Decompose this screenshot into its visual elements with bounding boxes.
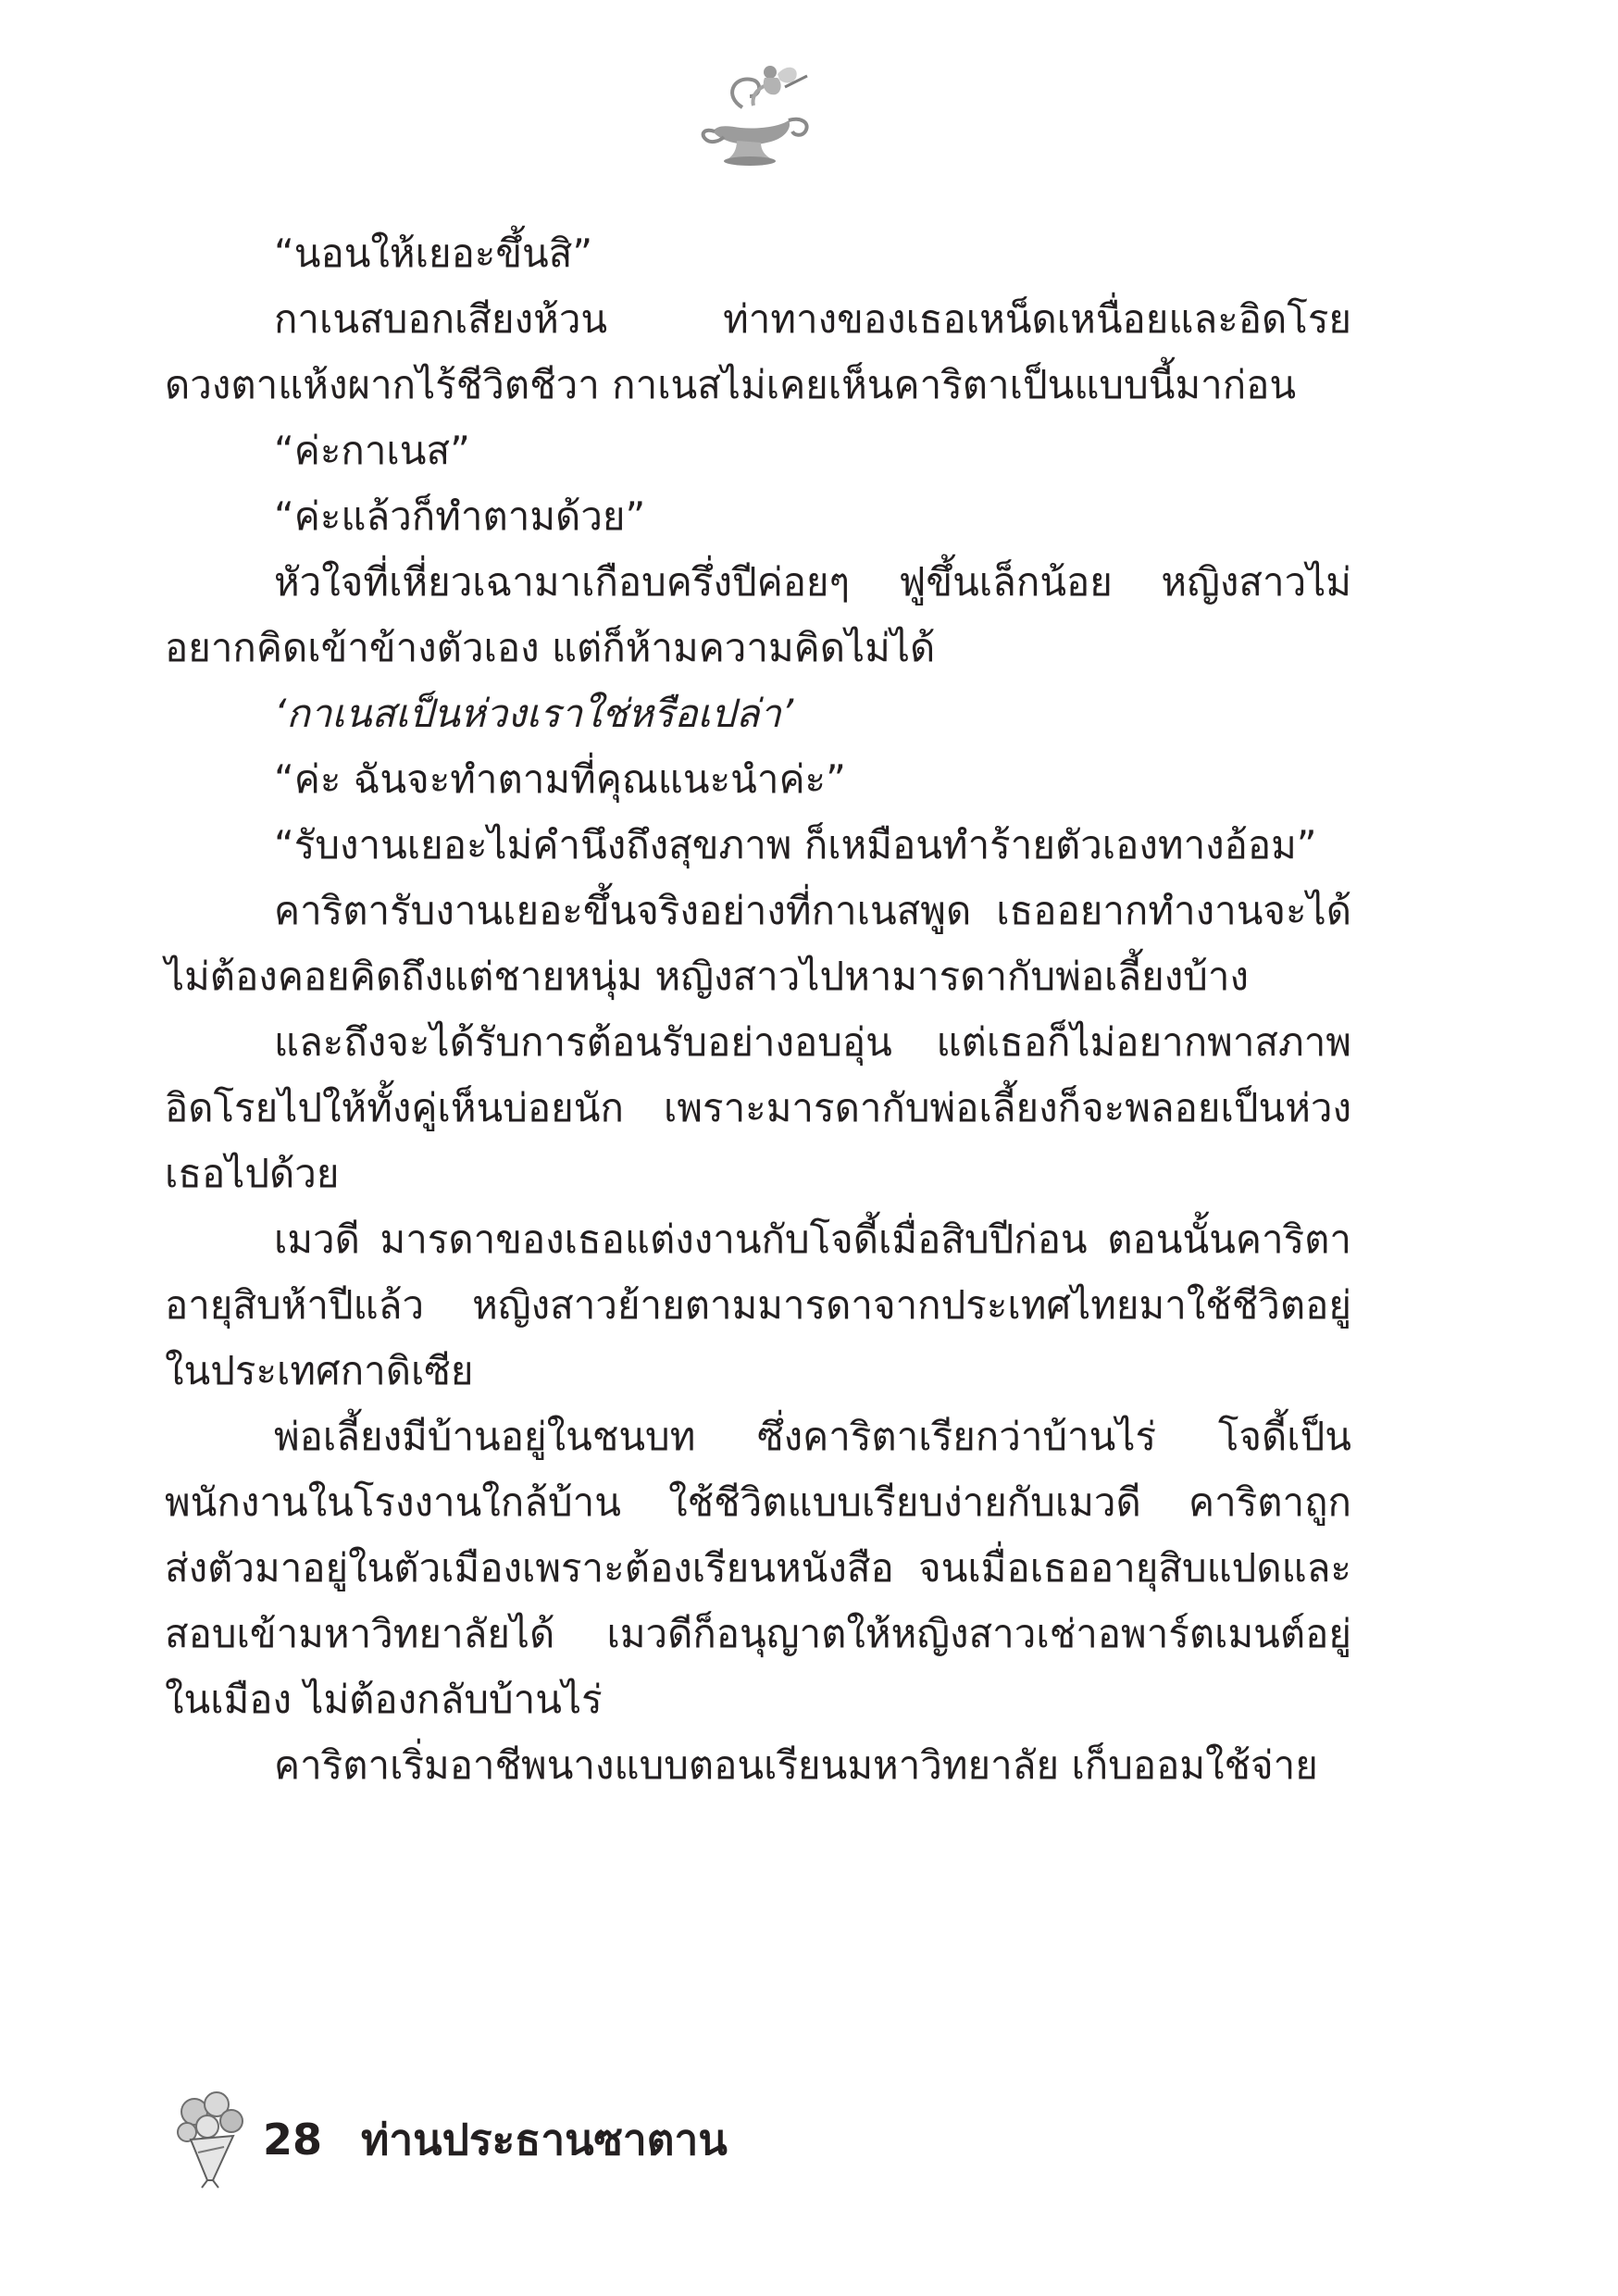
paragraph: และถึงจะได้รับการต้อนรับอย่างอบอุ่น แต่เธอก็ไม่อยากพาสภาพอิดโรยไปให้ทั้งคู่เห็นบ่อยนัก เพราะมารดากับพ่อเลี้ยงก็จะพลอยเป็นห่วงเธอไปด้วย <box>165 1019 1351 1196</box>
genie-lamp-icon <box>696 59 818 168</box>
page-number: 28 <box>263 2115 323 2165</box>
paragraph: กาเนสบอกเสียงห้วน ท่าทางของเธอเหน็ดเหนื่อยและอิดโรย ดวงตาแห้งผากไร้ชีวิตชีวา กาเนสไม่เคยเห็นคาริตาเป็นแบบนี้มาก่อน <box>165 296 1351 407</box>
page-footer <box>167 2088 1000 2190</box>
paragraph: “ค่ะกาเนส” <box>274 428 470 473</box>
flower-bouquet-icon <box>167 2088 255 2190</box>
paragraph: คาริตารับงานเยอะขึ้นจริงอย่างที่กาเนสพูด เธออยากทำงานจะได้ไม่ต้องคอยคิดถึงแต่ชายหนุ่ม หญิงสาวไปหามารดากับพ่อเลี้ยงบ้าง <box>165 888 1351 999</box>
paragraph: พ่อเลี้ยงมีบ้านอยู่ในชนบท ซึ่งคาริตาเรียกว่าบ้านไร่ โจดี้เป็นพนักงานในโรงงานใกล้บ้าน ใช้ชีวิตแบบเรียบง่ายกับเมวดี คาริตาถูกส่งตัวมาอยู่ในตัวเมืองเพราะต้องเรียนหนังสือ จนเมื่อเธออายุสิบแปดและสอบเข้ามหาวิทยาลัยได้ เมวดีก็อนุญาตให้หญิงสาวเช่าอพาร์ตเมนต์อยู่ในเมือง ไม่ต้องกลับบ้านไร่ <box>165 1414 1351 1722</box>
paragraph: “ค่ะแล้วก็ทำตามด้วย” <box>274 493 646 539</box>
paragraph: หัวใจที่เหี่ยวเฉามาเกือบครึ่งปีค่อยๆ ฟูขึ้นเล็กน้อย หญิงสาวไม่อยากคิดเข้าข้างตัวเอง แต่ก็ห้ามความคิดไม่ได้ <box>165 559 1351 670</box>
paragraph: “รับงานเยอะไม่คำนึงถึงสุขภาพ ก็เหมือนทำร้ายตัวเองทางอ้อม” <box>274 822 1317 867</box>
paragraph-inner-thought: ‘กาเนสเป็นห่วงเราใช่หรือเปล่า’ <box>274 691 794 736</box>
body-text <box>165 220 1351 1798</box>
paragraph: “นอนให้เยอะขึ้นสิ” <box>274 231 593 276</box>
book-title: ท่านประธานซาตาน <box>361 2115 728 2165</box>
paragraph: “ค่ะ ฉันจะทำตามที่คุณแนะนำค่ะ” <box>274 756 846 802</box>
paragraph: เมวดี มารดาของเธอแต่งงานกับโจดี้เมื่อสิบปีก่อน ตอนนั้นคาริตาอายุสิบห้าปีแล้ว หญิงสาวย้ายตามมารดาจากประเทศไทยมาใช้ชีวิตอยู่ในประเทศกาดิเซีย <box>165 1217 1351 1393</box>
paragraph: คาริตาเริ่มอาชีพนางแบบตอนเรียนมหาวิทยาลัย เก็บออมใช้จ่าย <box>274 1742 1318 1788</box>
